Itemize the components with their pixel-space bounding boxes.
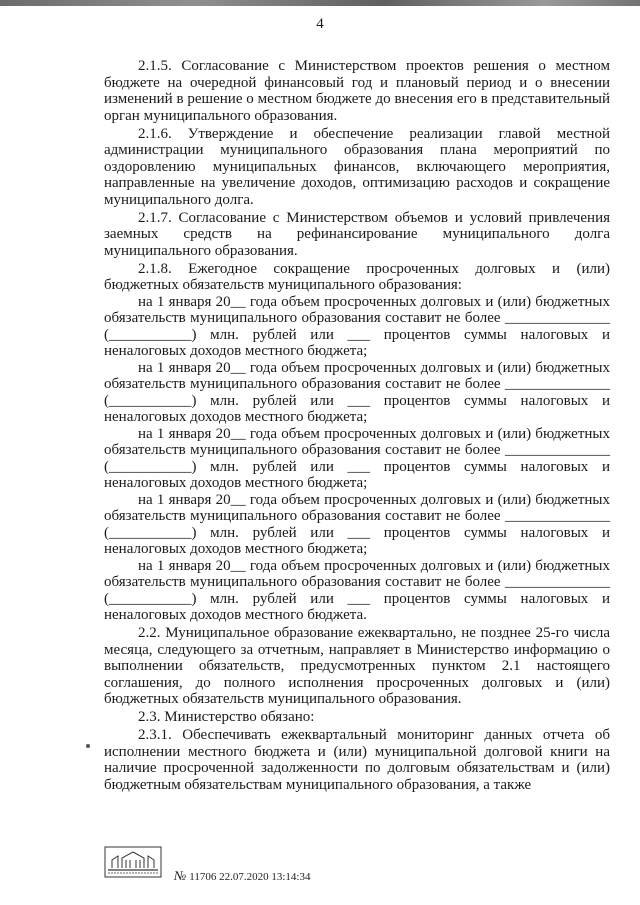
registration-stamp — [174, 868, 310, 884]
debt-target-year-4: на 1 января 20__ года объем просроченных долговых и (или) бюджетных обязательств муниципального образования составит не более ______________ (___________) млн. рублей или ___ процентов суммы налоговых и неналоговых доходов местного бюджета; — [104, 491, 610, 557]
debt-target-year-1: на 1 января 20__ года объем просроченных долговых и (или) бюджетных обязательств муниципального образования составит не более ______________ (___________) млн. рублей или ___ процентов суммы налоговых и неналоговых доходов местного бюджета; — [104, 293, 610, 359]
page-number: 4 — [316, 16, 324, 32]
paragraph-2-1-8: 2.1.8. Ежегодное сокращение просроченных долговых и (или) бюджетных обязательств муниципального образования: — [104, 260, 610, 293]
document-body — [104, 58, 610, 795]
registration-number-date: 11706 22.07.2020 13:14:34 — [189, 871, 311, 883]
debt-target-year-3: на 1 января 20__ года объем просроченных долговых и (или) бюджетных обязательств муниципального образования составит не более ______________ (___________) млн. рублей или ___ процентов суммы налоговых и неналоговых доходов местного бюджета; — [104, 425, 610, 491]
paragraph-2-1-6: 2.1.6. Утверждение и обеспечение реализации главой местной администрации муниципального образования плана мероприятий по оздоровлению муниципальных финансов, включающего мероприятия, направленные на увеличение доходов, оптимизацию расходов и сокращение муниципального долга. — [104, 125, 610, 208]
debt-target-year-2: на 1 января 20__ года объем просроченных долговых и (или) бюджетных обязательств муниципального образования составит не более ______________ (___________) млн. рублей или ___ процентов суммы налоговых и неналоговых доходов местного бюджета; — [104, 359, 610, 425]
number-sign: № — [174, 868, 187, 883]
building-seal-icon — [104, 846, 162, 878]
debt-target-year-5: на 1 января 20__ года объем просроченных долговых и (или) бюджетных обязательств муниципального образования составит не более ______________ (___________) млн. рублей или ___ процентов суммы налоговых и неналоговых доходов местного бюджета. — [104, 557, 610, 623]
paragraph-2-3-1: 2.3.1. Обеспечивать ежеквартальный мониторинг данных отчета об исполнении местного бюджета и (или) муниципальной долговой книги на наличие просроченной задолженности по долговым обязательствам и (или) бюджетным обязательствам муниципального образования, а также — [104, 727, 610, 793]
scan-edge-artifact — [0, 0, 640, 6]
document-footer — [104, 846, 404, 886]
margin-dot — [86, 744, 90, 748]
paragraph-2-1-5: 2.1.5. Согласование с Министерством проектов решения о местном бюджете на очередной финансовый год и плановый период и о внесении изменений в решение о местном бюджете до внесения его в представительный орган муниципального образования. — [104, 58, 610, 124]
paragraph-2-1-7: 2.1.7. Согласование с Министерством объемов и условий привлечения заемных средств на рефинансирование муниципального долга муниципального образования. — [104, 209, 610, 259]
paragraph-2-2: 2.2. Муниципальное образование ежеквартально, не позднее 25-го числа месяца, следующего за отчетным, направляет в Министерство информацию о выполнении обязательств, предусмотренных пунктом 2.1 настоящего соглашения, до полного исполнения просроченных долговых и (или) бюджетных обязательств муниципального образования. — [104, 625, 610, 707]
paragraph-2-3: 2.3. Министерство обязано: — [138, 709, 315, 725]
